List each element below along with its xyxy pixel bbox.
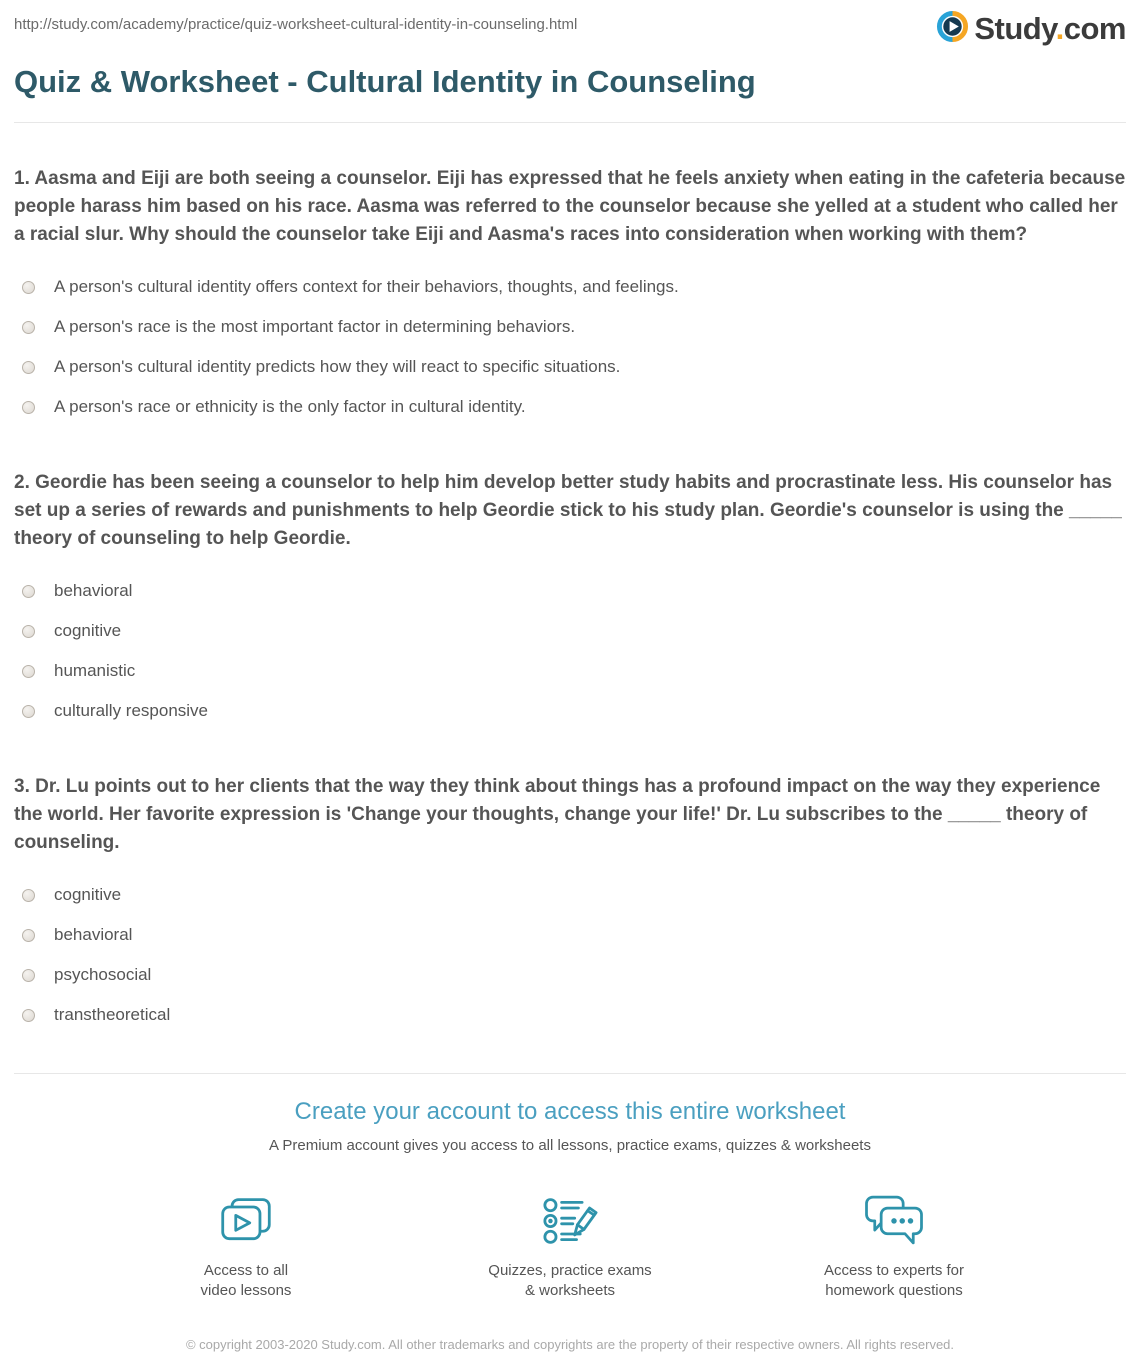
answer-option[interactable] bbox=[0, 875, 1140, 915]
title-divider bbox=[14, 122, 1126, 123]
option-label[interactable]: transtheoretical bbox=[54, 1005, 171, 1024]
page-url: http://study.com/academy/practice/quiz-worksheet-cultural-identity-in-counseling.html bbox=[14, 16, 578, 33]
answer-option[interactable] bbox=[0, 995, 1140, 1035]
option-label[interactable]: behavioral bbox=[54, 581, 133, 600]
feature-video-lessons bbox=[135, 1190, 357, 1301]
quizzes-worksheets-icon bbox=[459, 1190, 681, 1248]
answer-option[interactable] bbox=[0, 387, 1140, 427]
question-1-options bbox=[0, 267, 1140, 427]
feature-label: Quizzes, practice exams & worksheets bbox=[488, 1262, 652, 1299]
radio-button[interactable] bbox=[22, 281, 35, 294]
option-label[interactable]: humanistic bbox=[54, 661, 136, 680]
answer-option[interactable] bbox=[0, 347, 1140, 387]
feature-expert-chat bbox=[783, 1190, 1005, 1301]
option-label[interactable]: cognitive bbox=[54, 621, 122, 640]
cta-title: Create your account to access this entire worksheet bbox=[294, 1098, 846, 1125]
radio-button[interactable] bbox=[22, 665, 35, 678]
radio-button[interactable] bbox=[22, 361, 35, 374]
option-label[interactable]: A person's cultural identity predicts how they will react to specific situations. bbox=[54, 357, 621, 376]
radio-button[interactable] bbox=[22, 969, 35, 982]
radio-button[interactable] bbox=[22, 705, 35, 718]
option-label[interactable]: A person's race is the most important factor in determining behaviors. bbox=[54, 317, 576, 336]
answer-option[interactable] bbox=[0, 651, 1140, 691]
copyright-notice: © copyright 2003-2020 Study.com. All other trademarks and copyrights are the property of their respective owners. All rights reserved. bbox=[185, 1337, 955, 1352]
cta-divider bbox=[14, 1073, 1126, 1074]
question-2-text: 2. Geordie has been seeing a counselor to help him develop better study habits and procrastinate less. His counselor has set up a series of rewards and punishments to help Geordie stick to his study plan. Geordie's counselor is using the _____ theory of counseling to help Geordie. bbox=[14, 472, 1122, 549]
video-lessons-icon bbox=[135, 1190, 357, 1248]
chat-experts-icon bbox=[783, 1190, 1005, 1248]
radio-button[interactable] bbox=[22, 929, 35, 942]
radio-button[interactable] bbox=[22, 585, 35, 598]
feature-row bbox=[0, 1190, 1140, 1301]
answer-option[interactable] bbox=[0, 691, 1140, 731]
answer-option[interactable] bbox=[0, 611, 1140, 651]
answer-option[interactable] bbox=[0, 267, 1140, 307]
radio-button[interactable] bbox=[22, 889, 35, 902]
option-label[interactable]: A person's race or ethnicity is the only factor in cultural identity. bbox=[54, 397, 526, 416]
cta-subtitle: A Premium account gives you access to all lessons, practice exams, quizzes & worksheets bbox=[269, 1137, 871, 1154]
top-bar bbox=[0, 0, 1140, 48]
page-title: Quiz & Worksheet - Cultural Identity in Counseling bbox=[14, 64, 756, 99]
question-3-options bbox=[0, 875, 1140, 1035]
feature-quizzes-worksheets bbox=[459, 1190, 681, 1301]
option-label[interactable]: culturally responsive bbox=[54, 701, 209, 720]
cta-section bbox=[0, 1098, 1140, 1301]
studycom-logo-icon bbox=[936, 10, 969, 48]
answer-option[interactable] bbox=[0, 955, 1140, 995]
radio-button[interactable] bbox=[22, 401, 35, 414]
radio-button[interactable] bbox=[22, 625, 35, 638]
answer-option[interactable] bbox=[0, 571, 1140, 611]
radio-button[interactable] bbox=[22, 1009, 35, 1022]
option-label[interactable]: behavioral bbox=[54, 925, 133, 944]
answer-option[interactable] bbox=[0, 307, 1140, 347]
studycom-logo-text: Study.com bbox=[974, 11, 1126, 46]
option-label[interactable]: psychosocial bbox=[54, 965, 152, 984]
radio-button[interactable] bbox=[22, 321, 35, 334]
option-label[interactable]: cognitive bbox=[54, 885, 122, 904]
feature-label: Access to experts for homework questions bbox=[823, 1262, 965, 1299]
answer-option[interactable] bbox=[0, 915, 1140, 955]
question-3-text: 3. Dr. Lu points out to her clients that the way they think about things has a profound impact on the way they experience the world. Her favorite expression is 'Change your thoughts, change your life!' Dr. Lu subscribes to the _____ theory of counseling. bbox=[14, 776, 1101, 853]
question-1-text: 1. Aasma and Eiji are both seeing a counselor. Eiji has expressed that he feels anxiety when eating in the cafeteria because people harass him based on his race. Aasma was referred to the counselor because she yelled at a student who called her a racial slur. Why should the counselor take Eiji and Aasma's races into consideration when working with them? bbox=[14, 168, 1126, 245]
feature-label: Access to all video lessons bbox=[200, 1262, 292, 1299]
option-label[interactable]: A person's cultural identity offers context for their behaviors, thoughts, and feelings. bbox=[54, 277, 679, 296]
question-2-options bbox=[0, 571, 1140, 731]
studycom-logo bbox=[936, 10, 1126, 48]
